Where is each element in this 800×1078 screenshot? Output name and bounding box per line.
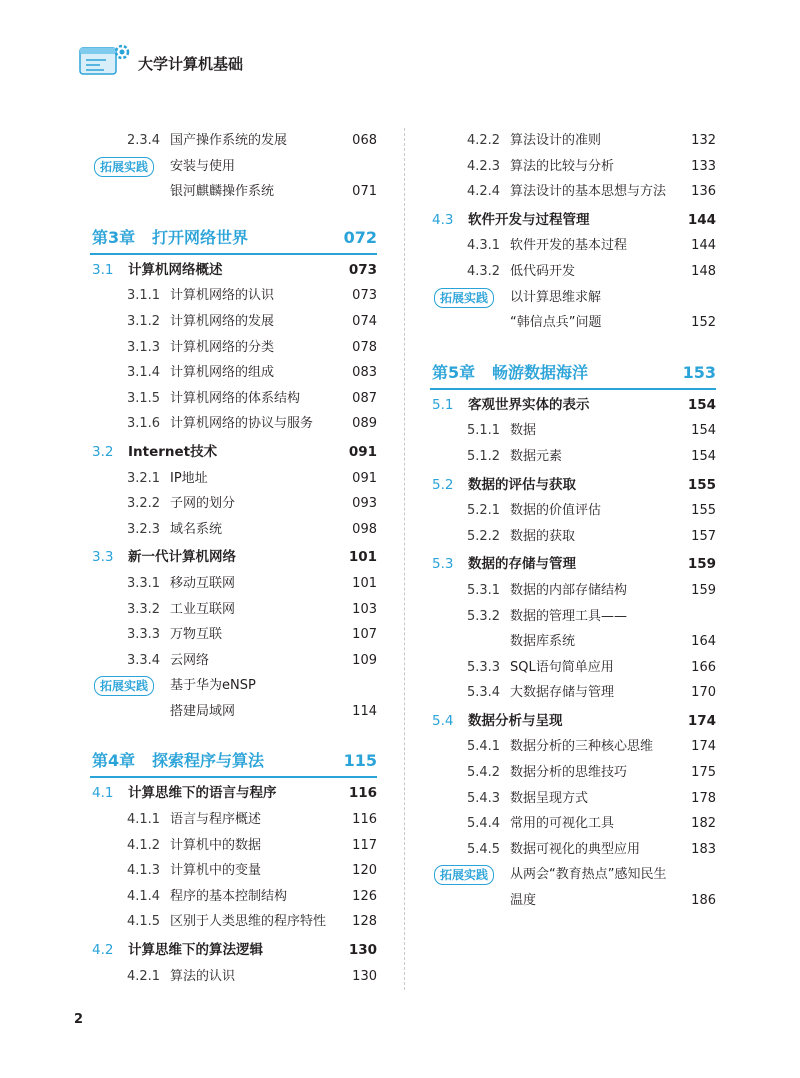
toc-title: 数据的评估与获取 xyxy=(468,476,576,493)
toc-number: 3.2.1 xyxy=(127,470,161,486)
toc-title: IP地址 xyxy=(170,470,208,486)
toc-subsection[interactable] xyxy=(90,466,377,492)
toc-number: 3.1.6 xyxy=(127,416,161,432)
toc-title: 常用的可视化工具 xyxy=(510,816,615,832)
toc-title: “韩信点兵”问题 xyxy=(510,315,602,331)
toc-subsection[interactable] xyxy=(90,597,377,623)
toc-title: 万物互联 xyxy=(170,627,223,643)
toc-subsection[interactable] xyxy=(430,578,716,604)
toc-number: 3.1.5 xyxy=(127,390,161,406)
toc-page-number: 136 xyxy=(691,184,716,200)
toc-number: 3.1.3 xyxy=(127,339,161,355)
toc-number: 5.4.2 xyxy=(467,765,501,781)
toc-number: 2.3.4 xyxy=(127,133,161,148)
toc-section[interactable] xyxy=(430,552,716,578)
toc-title: SQL语句简单应用 xyxy=(510,659,614,675)
toc-title: 计算机网络的认识 xyxy=(170,288,275,304)
toc-title: 探索程序与算法 xyxy=(152,751,265,771)
toc-title: 大数据存储与管理 xyxy=(510,685,615,701)
toc-subsection[interactable] xyxy=(90,491,377,517)
toc-section[interactable] xyxy=(430,208,716,234)
toc-title: 计算机网络的协议与服务 xyxy=(170,416,314,432)
toc-title: 数据元素 xyxy=(510,448,563,464)
toc-title: Internet技术 xyxy=(128,443,218,460)
toc-section[interactable] xyxy=(90,440,377,466)
toc-number: 3.3.4 xyxy=(127,652,161,668)
toc-continuation[interactable] xyxy=(430,629,716,655)
toc-section[interactable] xyxy=(430,709,716,735)
toc-section[interactable] xyxy=(90,258,377,284)
toc-subsection[interactable] xyxy=(430,259,716,285)
toc-number: 4.1.4 xyxy=(127,888,161,904)
toc-title: 安装与使用 xyxy=(170,158,236,174)
toc-title: 国产操作系统的发展 xyxy=(170,133,288,148)
toc-page-number: 071 xyxy=(352,184,377,200)
toc-page-number: 170 xyxy=(691,685,716,701)
toc-page-number: 144 xyxy=(687,211,716,228)
toc-page-number: 107 xyxy=(352,627,377,643)
toc-number: 5.4 xyxy=(432,712,454,729)
toc-number: 3.2.3 xyxy=(127,521,161,537)
column-divider xyxy=(404,128,405,990)
extension-practice-badge: 拓展实践 xyxy=(94,676,154,696)
toc-number: 4.1.3 xyxy=(127,863,161,879)
toc-subsection[interactable] xyxy=(90,128,377,154)
toc-section[interactable] xyxy=(430,393,716,419)
toc-number: 5.4.5 xyxy=(467,841,501,857)
toc-title: 低代码开发 xyxy=(510,263,576,279)
toc-title: 数据呈现方式 xyxy=(510,790,589,806)
toc-number: 5.1.1 xyxy=(467,423,501,439)
toc-title: 畅游数据海洋 xyxy=(492,362,589,382)
toc-title: 计算机网络的体系结构 xyxy=(170,390,301,406)
extension-practice-badge: 拓展实践 xyxy=(434,288,494,308)
toc-title: 云网络 xyxy=(170,652,210,668)
toc-page-number: 120 xyxy=(352,863,377,879)
toc-title: 银河麒麟操作系统 xyxy=(170,184,275,200)
toc-title: 计算机网络的分类 xyxy=(170,339,275,355)
extension-practice-badge: 拓展实践 xyxy=(94,157,154,177)
toc-number: 5.4.3 xyxy=(467,790,501,806)
toc-title: 程序的基本控制结构 xyxy=(170,888,288,904)
toc-page-number: 174 xyxy=(687,712,716,729)
toc-subsection[interactable] xyxy=(90,858,377,884)
toc-number: 4.1 xyxy=(92,785,114,802)
toc-page-number: 126 xyxy=(352,888,377,904)
toc-subsection[interactable] xyxy=(430,154,716,180)
toc-number: 3.1 xyxy=(92,261,114,278)
computer-gear-logo-icon xyxy=(78,40,134,84)
toc-subsection[interactable] xyxy=(90,571,377,597)
toc-title: 计算机中的变量 xyxy=(170,863,262,879)
book-title: 大学计算机基础 xyxy=(138,55,244,73)
toc-page-number: 133 xyxy=(691,158,716,174)
toc-number: 3.1.1 xyxy=(127,288,161,304)
toc-page-number: 155 xyxy=(687,476,716,493)
toc-number: 3.3.1 xyxy=(127,575,161,591)
toc-subsection[interactable] xyxy=(430,524,716,550)
toc-page-number: 093 xyxy=(352,496,377,512)
toc-number: 4.2.2 xyxy=(467,133,501,148)
toc-page-number: 186 xyxy=(691,893,716,909)
toc-chapter[interactable] xyxy=(430,358,716,390)
toc-number: 4.2 xyxy=(92,942,114,959)
toc-subsection[interactable] xyxy=(430,128,716,154)
toc-page-number: 117 xyxy=(352,837,377,853)
toc-title: 计算机网络的组成 xyxy=(170,365,275,381)
toc-number: 5.2.2 xyxy=(467,528,501,544)
toc-page-number: 152 xyxy=(691,315,716,331)
toc-continuation[interactable] xyxy=(430,310,716,336)
toc-title: 语言与程序概述 xyxy=(170,812,262,828)
toc-title: 客观世界实体的表示 xyxy=(468,396,590,413)
toc-title: 基于华为eNSP xyxy=(170,678,256,694)
toc-number: 5.2 xyxy=(432,476,454,493)
toc-number: 4.1.5 xyxy=(127,914,161,930)
toc-page-number: 174 xyxy=(691,739,716,755)
toc-subsection[interactable] xyxy=(430,498,716,524)
toc-subsection[interactable] xyxy=(90,833,377,859)
toc-subsection[interactable] xyxy=(430,734,716,760)
toc-page-number: 130 xyxy=(352,968,377,984)
toc-page-number: 153 xyxy=(682,362,716,382)
toc-title: 算法的比较与分析 xyxy=(510,158,615,174)
toc-subsection[interactable] xyxy=(90,964,377,990)
toc-page-number: 148 xyxy=(691,263,716,279)
toc-title: 子网的划分 xyxy=(170,496,236,512)
toc-subsection[interactable] xyxy=(90,807,377,833)
toc-number: 3.3.3 xyxy=(127,627,161,643)
toc-subsection[interactable] xyxy=(90,909,377,935)
toc-page-number: 159 xyxy=(687,556,716,573)
toc-subsection[interactable] xyxy=(430,444,716,470)
toc-subsection[interactable] xyxy=(90,648,377,674)
toc-subsection[interactable] xyxy=(90,622,377,648)
toc-number: 4.3.1 xyxy=(467,238,501,254)
toc-page-number: 128 xyxy=(352,914,377,930)
toc-title: 以计算思维求解 xyxy=(510,289,602,305)
toc-title: 区别于人类思维的程序特性 xyxy=(170,914,327,930)
toc-page-number: 157 xyxy=(691,528,716,544)
toc-title: 计算机网络的发展 xyxy=(170,313,275,329)
toc-title: 计算思维下的算法逻辑 xyxy=(128,942,263,959)
toc-section[interactable] xyxy=(90,545,377,571)
toc-title: 移动互联网 xyxy=(170,575,236,591)
toc-extension-practice[interactable] xyxy=(430,862,716,888)
page-number: 2 xyxy=(74,1012,84,1027)
toc-number: 5.4.1 xyxy=(467,739,501,755)
toc-number: 3.3.2 xyxy=(127,601,161,617)
toc-section[interactable] xyxy=(90,938,377,964)
toc-number: 4.2.1 xyxy=(127,968,161,984)
toc-number: 3.2.2 xyxy=(127,496,161,512)
toc-page-number: 154 xyxy=(691,448,716,464)
toc-page-number: 166 xyxy=(691,659,716,675)
toc-title: 数据的获取 xyxy=(510,528,576,544)
toc-number: 3.1.2 xyxy=(127,313,161,329)
toc-section[interactable] xyxy=(430,473,716,499)
toc-title: 数据的价值评估 xyxy=(510,503,602,519)
toc-extension-practice[interactable] xyxy=(430,285,716,311)
toc-subsection[interactable] xyxy=(90,517,377,543)
toc-title: 算法设计的基本思想与方法 xyxy=(510,184,667,200)
toc-page-number: 073 xyxy=(352,288,377,304)
toc-page-number: 091 xyxy=(348,443,377,460)
toc-number: 5.1 xyxy=(432,396,454,413)
toc-subsection[interactable] xyxy=(90,411,377,437)
toc-extension-practice[interactable] xyxy=(90,154,377,180)
toc-page-number: 087 xyxy=(352,390,377,406)
toc-number: 第3章 xyxy=(92,227,136,247)
toc-page-number: 098 xyxy=(352,521,377,537)
extension-practice-badge: 拓展实践 xyxy=(434,865,494,885)
toc-title: 数据库系统 xyxy=(510,634,576,650)
toc-page-number: 083 xyxy=(352,365,377,381)
toc-subsection[interactable] xyxy=(90,386,377,412)
toc-page-number: 078 xyxy=(352,339,377,355)
toc-title: 计算机网络概述 xyxy=(128,261,223,278)
toc-number: 4.1.2 xyxy=(127,837,161,853)
toc-number: 5.2.1 xyxy=(467,503,501,519)
toc-title: 数据分析的思维技巧 xyxy=(510,765,628,781)
toc-title: 计算机中的数据 xyxy=(170,837,262,853)
toc-number: 5.4.4 xyxy=(467,816,501,832)
toc-page-number: 182 xyxy=(691,816,716,832)
toc-page-number: 109 xyxy=(352,652,377,668)
toc-title: 打开网络世界 xyxy=(152,227,249,247)
toc-title: 数据的内部存储结构 xyxy=(510,582,628,598)
toc-number: 4.3.2 xyxy=(467,263,501,279)
toc-subsection[interactable] xyxy=(430,837,716,863)
toc-title: 工业互联网 xyxy=(170,601,236,617)
toc-number: 5.3 xyxy=(432,556,454,573)
toc-number: 5.3.2 xyxy=(467,608,501,624)
toc-page-number: 091 xyxy=(352,470,377,486)
toc-continuation[interactable] xyxy=(430,888,716,914)
toc-subsection[interactable] xyxy=(430,811,716,837)
toc-page-number: 068 xyxy=(352,133,377,148)
toc-right-column xyxy=(430,128,716,914)
toc-title: 软件开发的基本过程 xyxy=(510,238,628,254)
toc-subsection[interactable] xyxy=(430,760,716,786)
toc-subsection[interactable] xyxy=(90,309,377,335)
toc-subsection[interactable] xyxy=(90,283,377,309)
toc-number: 4.2.4 xyxy=(467,184,501,200)
toc-page-number: 116 xyxy=(352,812,377,828)
toc-title: 温度 xyxy=(510,893,537,909)
toc-page-number: 154 xyxy=(691,423,716,439)
toc-number: 第5章 xyxy=(432,362,476,382)
toc-page-number: 154 xyxy=(687,396,716,413)
toc-subsection[interactable] xyxy=(90,884,377,910)
toc-subsection[interactable] xyxy=(90,360,377,386)
toc-continuation[interactable] xyxy=(90,699,377,725)
toc-number: 4.1.1 xyxy=(127,812,161,828)
toc-page-number: 175 xyxy=(691,765,716,781)
toc-page-number: 114 xyxy=(352,703,377,719)
toc-page-number: 115 xyxy=(343,751,377,771)
toc-title: 数据 xyxy=(510,423,537,439)
toc-page-number: 144 xyxy=(691,238,716,254)
toc-page-number: 074 xyxy=(352,313,377,329)
toc-page-number: 103 xyxy=(352,601,377,617)
toc-title: 算法的认识 xyxy=(170,968,236,984)
toc-number: 5.1.2 xyxy=(467,448,501,464)
toc-number: 4.2.3 xyxy=(467,158,501,174)
toc-page-number: 089 xyxy=(352,416,377,432)
toc-title: 数据分析与呈现 xyxy=(468,712,563,729)
toc-number: 3.3 xyxy=(92,549,114,566)
toc-title: 新一代计算机网络 xyxy=(128,549,236,566)
toc-number: 第4章 xyxy=(92,751,136,771)
toc-title: 算法设计的准则 xyxy=(510,133,602,148)
toc-page-number: 155 xyxy=(691,503,716,519)
toc-section[interactable] xyxy=(90,781,377,807)
toc-page-number: 101 xyxy=(352,575,377,591)
toc-subsection[interactable] xyxy=(430,179,716,205)
toc-title: 计算思维下的语言与程序 xyxy=(128,785,277,802)
toc-number: 5.3.3 xyxy=(467,659,501,675)
toc-extension-practice[interactable] xyxy=(90,673,377,699)
toc-title: 搭建局域网 xyxy=(170,703,236,719)
toc-subsection[interactable] xyxy=(430,655,716,681)
toc-page-number: 130 xyxy=(348,942,377,959)
toc-page-number: 159 xyxy=(691,582,716,598)
toc-page-number: 116 xyxy=(348,785,377,802)
toc-subsection[interactable] xyxy=(430,233,716,259)
toc-number: 4.3 xyxy=(432,211,454,228)
toc-continuation[interactable] xyxy=(90,179,377,205)
toc-page-number: 132 xyxy=(691,133,716,148)
toc-left-column xyxy=(90,128,377,989)
toc-page-number: 164 xyxy=(691,634,716,650)
toc-subsection[interactable] xyxy=(430,680,716,706)
toc-page-number: 101 xyxy=(348,549,377,566)
toc-title: 数据的存储与管理 xyxy=(468,556,576,573)
toc-chapter[interactable] xyxy=(90,223,377,255)
toc-number: 5.3.4 xyxy=(467,685,501,701)
toc-title: 数据的管理工具—— xyxy=(510,608,628,624)
toc-page-number: 178 xyxy=(691,790,716,806)
toc-title: 数据可视化的典型应用 xyxy=(510,841,641,857)
toc-chapter[interactable] xyxy=(90,746,377,778)
toc-number: 3.2 xyxy=(92,443,114,460)
toc-page-number: 183 xyxy=(691,841,716,857)
toc-number: 5.3.1 xyxy=(467,582,501,598)
toc-number: 3.1.4 xyxy=(127,365,161,381)
toc-subsection[interactable] xyxy=(430,604,716,630)
toc-title: 从两会“教育热点”感知民生 xyxy=(510,867,667,883)
toc-page-number: 073 xyxy=(348,261,377,278)
toc-title: 域名系统 xyxy=(170,521,223,537)
toc-page-number: 072 xyxy=(343,227,377,247)
toc-subsection[interactable] xyxy=(90,335,377,361)
toc-subsection[interactable] xyxy=(430,786,716,812)
toc-title: 数据分析的三种核心思维 xyxy=(510,739,654,755)
toc-title: 软件开发与过程管理 xyxy=(468,211,590,228)
toc-subsection[interactable] xyxy=(430,418,716,444)
